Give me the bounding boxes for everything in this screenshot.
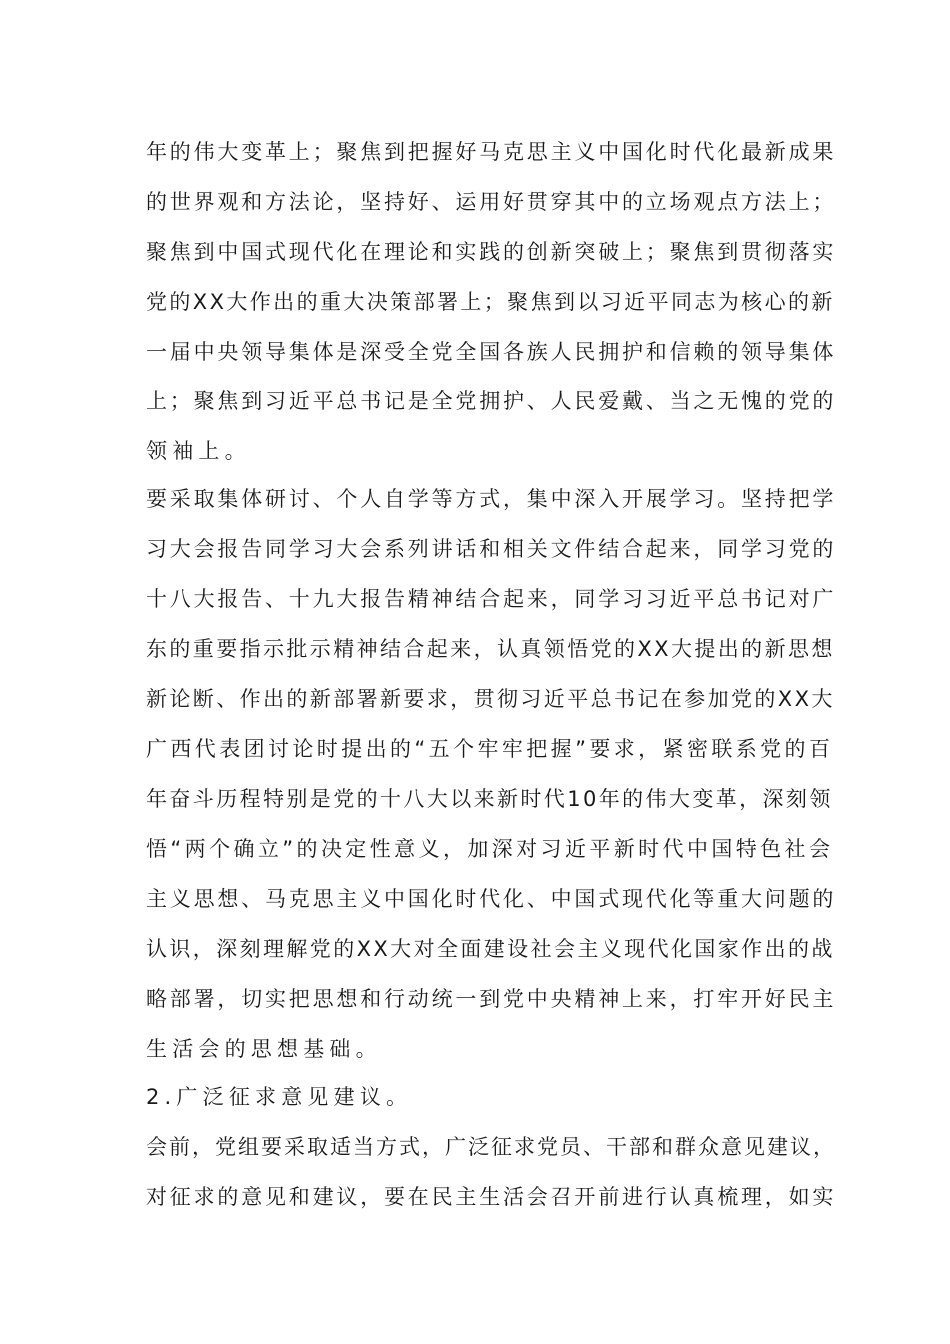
text-line: 2.广泛征求意见建议。 [146, 1085, 413, 1109]
text-line: 党的XX大作出的重大决策部署上；聚焦到以习近平同志为核心的新 [146, 290, 835, 314]
text-line: 习大会报告同学习大会系列讲话和相关文件结合起来，同学习党的 [146, 537, 837, 561]
text-line: 领袖上。 [146, 439, 251, 463]
text-line: 生活会的思想基础。 [146, 1037, 382, 1061]
text-line: 年奋斗历程特别是党的十八大以来新时代10年的伟大变革，深刻领 [146, 787, 833, 811]
text-line: 略部署，切实把思想和行动统一到党中央精神上来，打牢开好民主 [146, 987, 837, 1011]
text-line: 的世界观和方法论，坚持好、运用好贯穿其中的立场观点方法上； [146, 190, 837, 214]
text-line: 主义思想、马克思主义中国化时代化、中国式现代化等重大问题的 [146, 887, 837, 911]
text-line: 广西代表团讨论时提出的“五个牢牢把握”要求，紧密联系党的百 [146, 737, 834, 761]
text-line: 认识，深刻理解党的XX大对全面建设社会主义现代化国家作出的战 [146, 937, 835, 961]
text-line: 会前，党组要采取适当方式，广泛征求党员、干部和群众意见建议， [146, 1135, 836, 1159]
text-line: 上；聚焦到习近平总书记是全党拥护、人民爱戴、当之无愧的党的 [146, 389, 837, 413]
text-line: 年的伟大变革上；聚焦到把握好马克思主义中国化时代化最新成果 [146, 140, 837, 164]
text-line: 要采取集体研讨、个人自学等方式，集中深入开展学习。坚持把学 [146, 487, 837, 511]
text-line: 东的重要指示批示精神结合起来，认真领悟党的XX大提出的新思想 [146, 637, 835, 661]
text-line: 新论断、作出的新部署新要求，贯彻习近平总书记在参加党的XX大 [146, 687, 835, 711]
text-line: 聚焦到中国式现代化在理论和实践的创新突破上；聚焦到贯彻落实 [146, 240, 837, 264]
text-line: 悟“两个确立”的决定性意义，加深对习近平新时代中国特色社会 [146, 837, 834, 861]
text-line: 十八大报告、十九大报告精神结合起来，同学习习近平总书记对广 [146, 587, 837, 611]
text-line: 对征求的意见和建议，要在民主生活会召开前进行认真梳理，如实 [146, 1185, 837, 1209]
text-line: 一届中央领导集体是深受全党全国各族人民拥护和信赖的领导集体 [146, 340, 837, 364]
